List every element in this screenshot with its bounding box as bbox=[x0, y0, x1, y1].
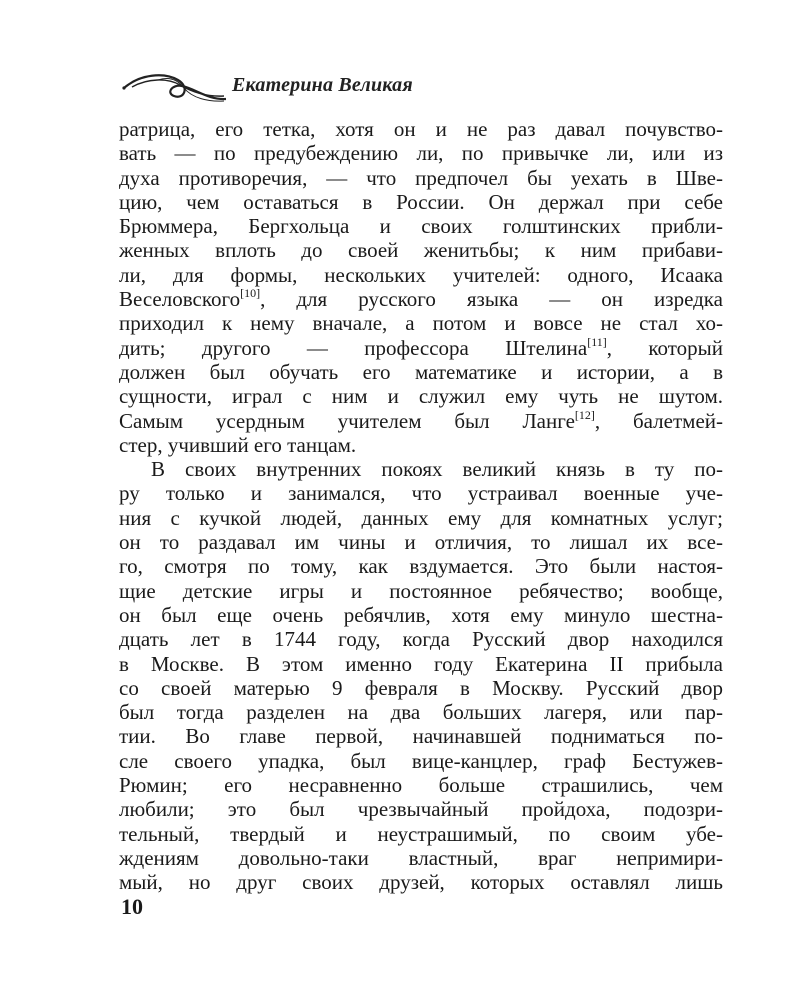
line-text: духа противоречия, — что предпочел бы уехать в Шве- bbox=[119, 165, 723, 190]
line-text: мый, но друг своих друзей, которых оставлял лишь bbox=[119, 870, 723, 895]
line-text: вать — по предубеждению ли, по привычке ли, или из bbox=[119, 141, 723, 166]
text-line bbox=[119, 797, 723, 821]
line-text: он был еще очень ребячлив, хотя ему минуло шестна- bbox=[119, 602, 723, 627]
text-line bbox=[119, 773, 723, 797]
line-text: ния с кучкой людей, данных ему для комнатных услуг; bbox=[119, 505, 723, 530]
text-line bbox=[119, 384, 723, 408]
text-line bbox=[119, 336, 723, 360]
line-text: ру только и занимался, что устраивал военные уче- bbox=[119, 481, 723, 506]
text-line bbox=[119, 652, 723, 676]
text-line bbox=[119, 238, 723, 262]
line-text: В своих внутренних покоях великий князь в ту по- bbox=[151, 457, 723, 482]
line-text: приходил к нему вначале, а потом и вовсе не стал хо- bbox=[119, 311, 723, 336]
text-line bbox=[119, 433, 723, 457]
text-line bbox=[119, 579, 723, 603]
line-text-continued: , для русского языка — он изредка bbox=[260, 287, 723, 312]
text-line bbox=[119, 166, 723, 190]
line-text: Самым усердным учителем был Ланге bbox=[119, 408, 575, 433]
line-text: Рюмин; его несравненно больше страшились, чем bbox=[119, 773, 723, 798]
line-text: цию, чем оставаться в России. Он держал при себе bbox=[119, 189, 723, 214]
line-text: в Москве. В этом именно году Екатерина II прибыла bbox=[119, 651, 723, 676]
line-text: тии. Во главе первой, начинавшей подниматься по- bbox=[119, 724, 723, 749]
text-line bbox=[119, 554, 723, 578]
text-line bbox=[119, 846, 723, 870]
line-text: женных вплоть до своей женитьбы; к ним прибави- bbox=[119, 238, 723, 263]
line-text: он то раздавал им чины и отличия, то лишал их все- bbox=[119, 530, 723, 555]
running-header bbox=[118, 66, 678, 110]
footnote-marker[interactable]: [11] bbox=[587, 335, 607, 349]
line-text: любили; это был чрезвычайный пройдоха, подозри- bbox=[119, 797, 723, 822]
text-line bbox=[119, 287, 723, 311]
text-line bbox=[119, 141, 723, 165]
text-line bbox=[119, 870, 723, 894]
text-line bbox=[119, 627, 723, 651]
line-text: ждениям довольно-таки властный, враг непримири- bbox=[119, 845, 723, 870]
line-text-continued: , который bbox=[606, 335, 723, 360]
line-text: сущности, играл с ним и служил ему чуть не шутом. bbox=[119, 384, 723, 409]
line-text: тельный, твердый и неустрашимый, по своим убе- bbox=[119, 821, 723, 846]
line-text: го, смотря по тому, как вздумается. Это были настоя- bbox=[119, 554, 723, 579]
line-text: дцать лет в 1744 году, когда Русский двор находился bbox=[119, 627, 723, 652]
footnote-marker[interactable]: [12] bbox=[574, 408, 595, 422]
text-line bbox=[119, 457, 723, 481]
flourish-ornament-icon bbox=[118, 66, 228, 110]
line-text: Брюммера, Бергхольца и своих голштинских прибли- bbox=[119, 214, 723, 239]
text-line bbox=[119, 409, 723, 433]
line-text: был тогда разделен на два больших лагеря, или пар- bbox=[119, 700, 723, 725]
footnote-marker[interactable]: [10] bbox=[240, 287, 261, 301]
line-text: стер, учивший его танцам. bbox=[119, 432, 357, 457]
text-line bbox=[119, 724, 723, 748]
body-text bbox=[119, 117, 723, 895]
text-line bbox=[119, 481, 723, 505]
line-text: дить; другого — профессора Штелина bbox=[119, 335, 588, 360]
text-line bbox=[119, 117, 723, 141]
line-text: ратрица, его тетка, хотя он и не раз давал почувство- bbox=[119, 117, 723, 141]
page-number: 10 bbox=[121, 894, 143, 919]
text-line bbox=[119, 822, 723, 846]
line-text: должен был обучать его математике и истории, а в bbox=[119, 359, 723, 384]
line-text: сле своего упадка, был вице-канцлер, граф Бестужев- bbox=[119, 748, 723, 773]
text-line bbox=[119, 506, 723, 530]
line-text: ли, для формы, нескольких учителей: одного, Исаака bbox=[119, 262, 723, 287]
line-text: со своей матерью 9 февраля в Москву. Русский двор bbox=[119, 675, 723, 700]
text-line bbox=[119, 263, 723, 287]
text-line bbox=[119, 190, 723, 214]
text-line bbox=[119, 749, 723, 773]
line-text-continued: , балетмей- bbox=[594, 408, 723, 433]
running-title: Екатерина Великая bbox=[232, 74, 413, 96]
text-line bbox=[119, 676, 723, 700]
line-text: Веселовского bbox=[119, 287, 241, 312]
text-line bbox=[119, 700, 723, 724]
text-line bbox=[119, 530, 723, 554]
text-line bbox=[119, 360, 723, 384]
text-line bbox=[119, 311, 723, 335]
text-line bbox=[119, 214, 723, 238]
text-line bbox=[119, 603, 723, 627]
line-text: щие детские игры и постоянное ребячество; вообще, bbox=[119, 578, 723, 603]
